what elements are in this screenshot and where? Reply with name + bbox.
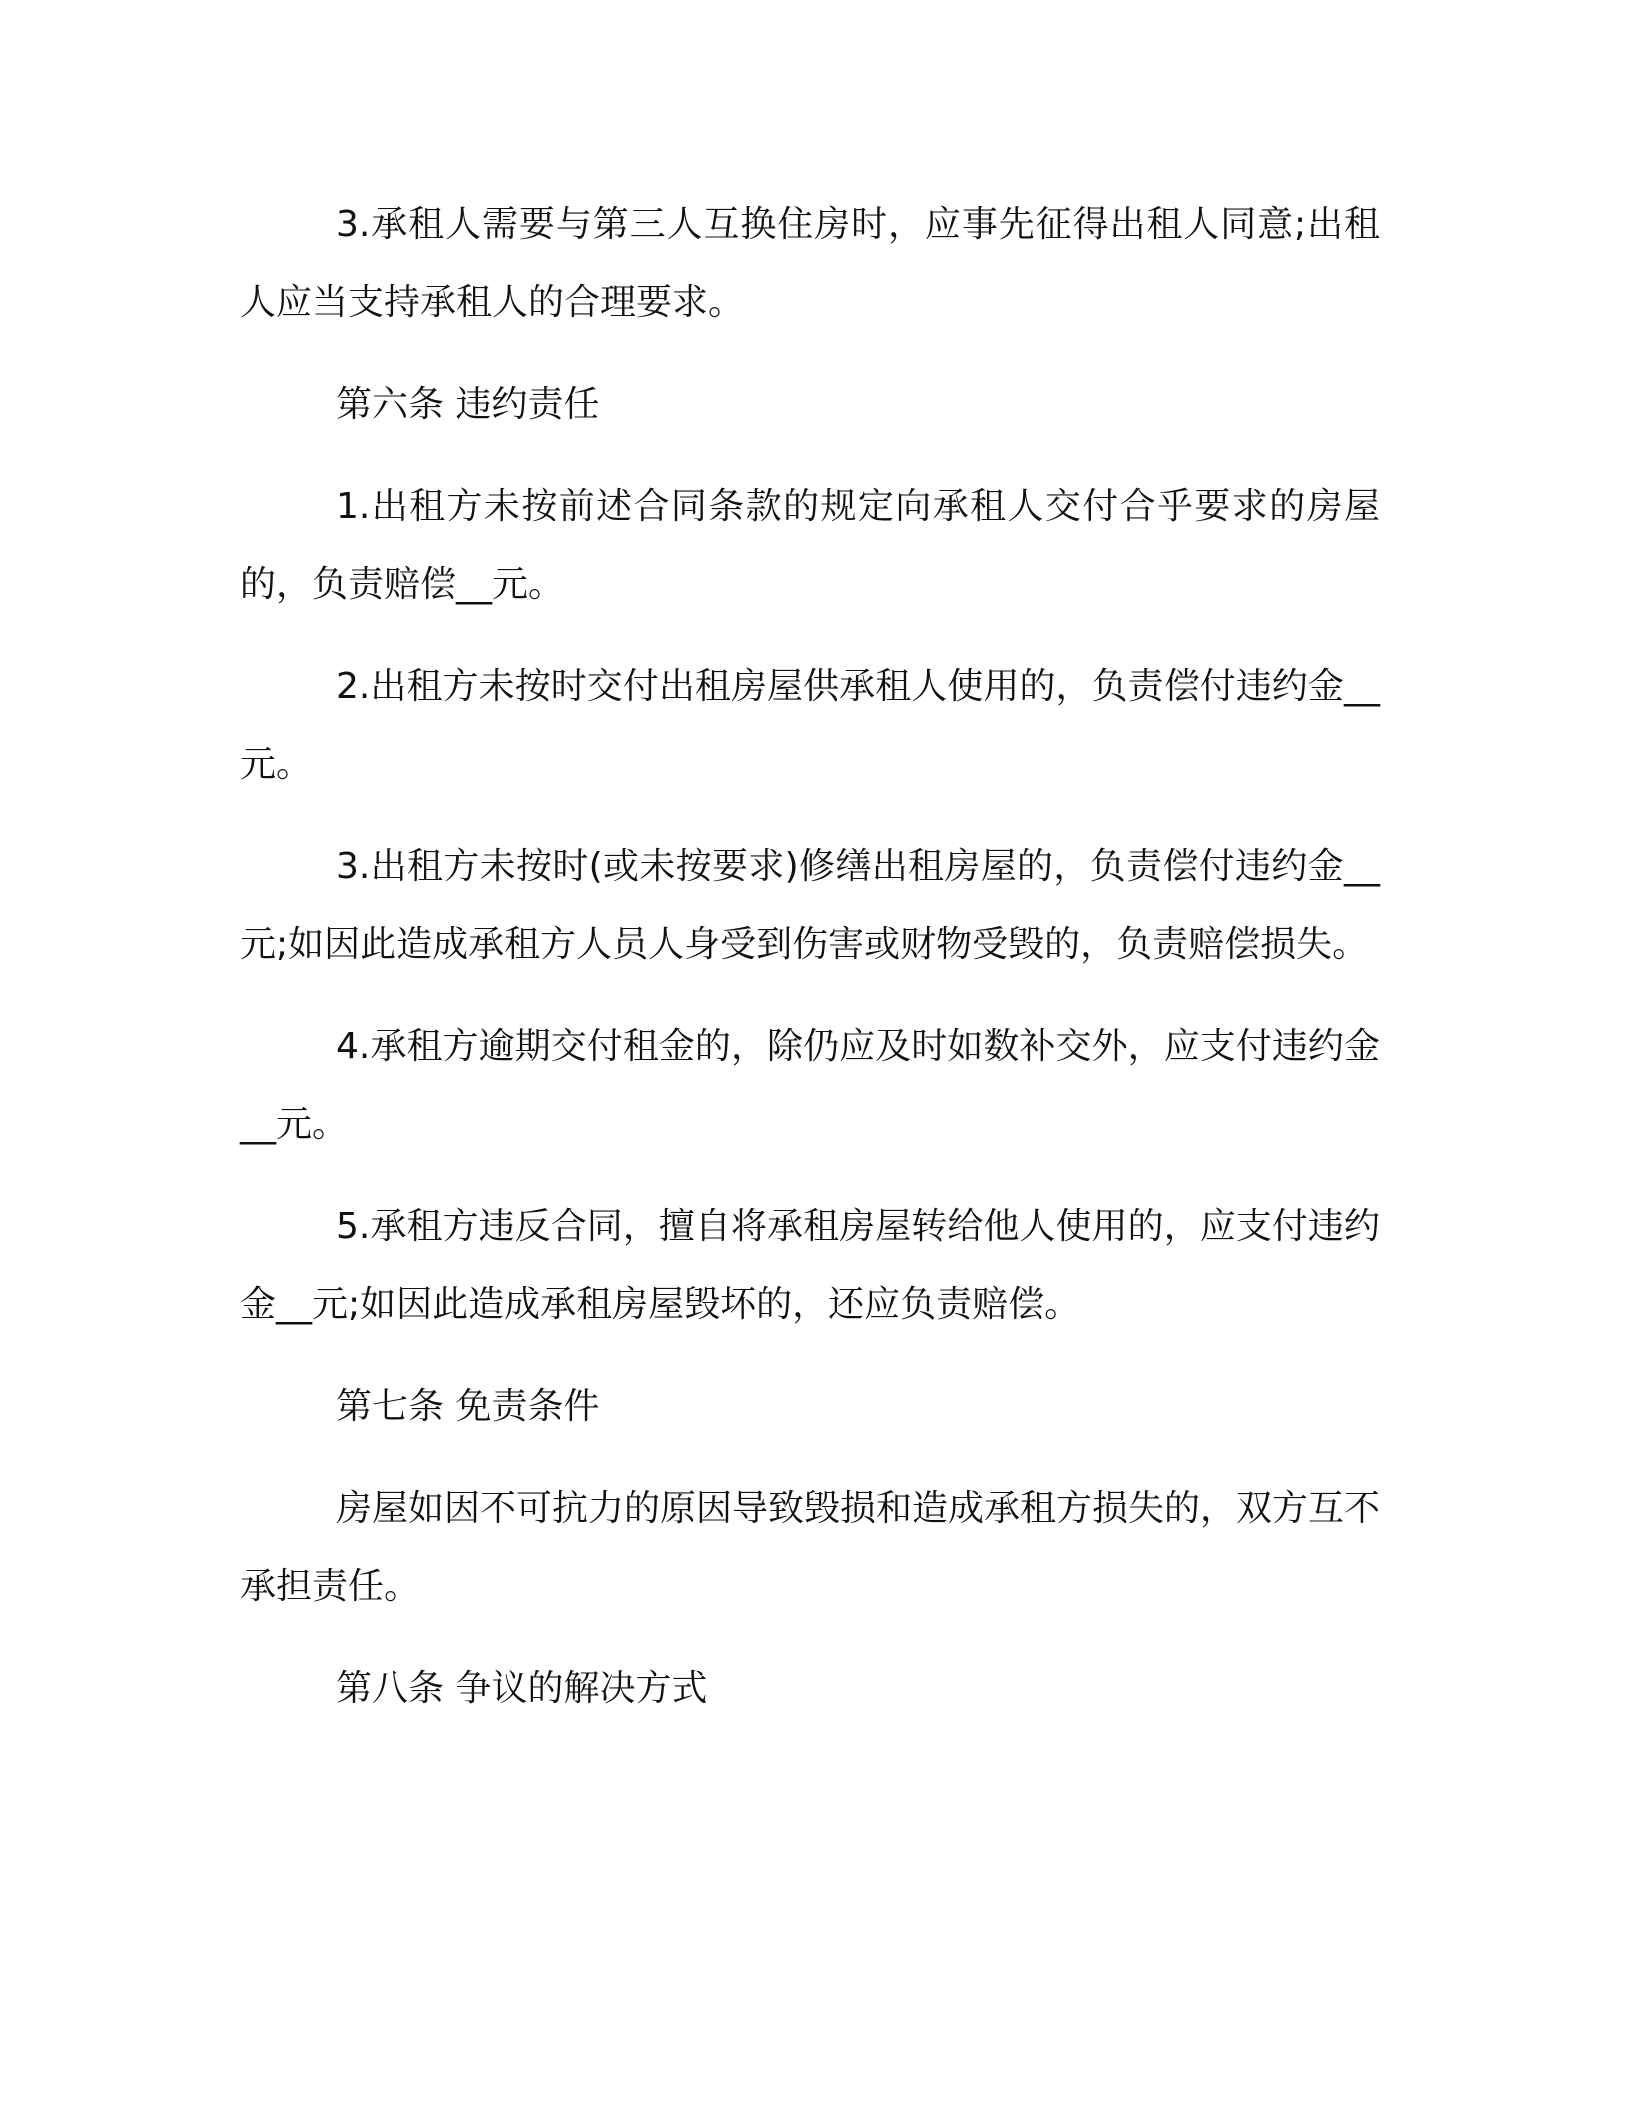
clause-paragraph: 4.承租方逾期交付租金的，除仍应及时如数补交外，应支付违约金__元。 xyxy=(240,1026,1380,1145)
section-heading: 第八条 争议的解决方式 xyxy=(336,1668,708,1709)
clause-paragraph: 2.出租方未按时交付出租房屋供承租人使用的，负责偿付违约金__元。 xyxy=(240,666,1380,785)
clause-paragraph: 房屋如因不可抗力的原因导致毁损和造成承租方损失的，双方互不承担责任。 xyxy=(240,1488,1381,1607)
section-heading: 第七条 免责条件 xyxy=(336,1386,600,1427)
clause-paragraph: 3.出租方未按时(或未按要求)修缮出租房屋的，负责偿付违约金__元;如因此造成承租方人员人身受到伤害或财物受毁的，负责赔偿损失。 xyxy=(240,846,1380,965)
clause-paragraph: 5.承租方违反合同，擅自将承租房屋转给他人使用的，应支付违约金__元;如因此造成承租房屋毁坏的，还应负责赔偿。 xyxy=(240,1206,1380,1325)
clause-paragraph: 3.承租人需要与第三人互换住房时，应事先征得出租人同意;出租人应当支持承租人的合理要求。 xyxy=(240,204,1380,323)
section-heading: 第六条 违约责任 xyxy=(336,384,600,425)
clause-paragraph: 1.出租方未按前述合同条款的规定向承租人交付合乎要求的房屋的，负责赔偿__元。 xyxy=(240,486,1380,605)
document-page xyxy=(240,186,1380,1752)
